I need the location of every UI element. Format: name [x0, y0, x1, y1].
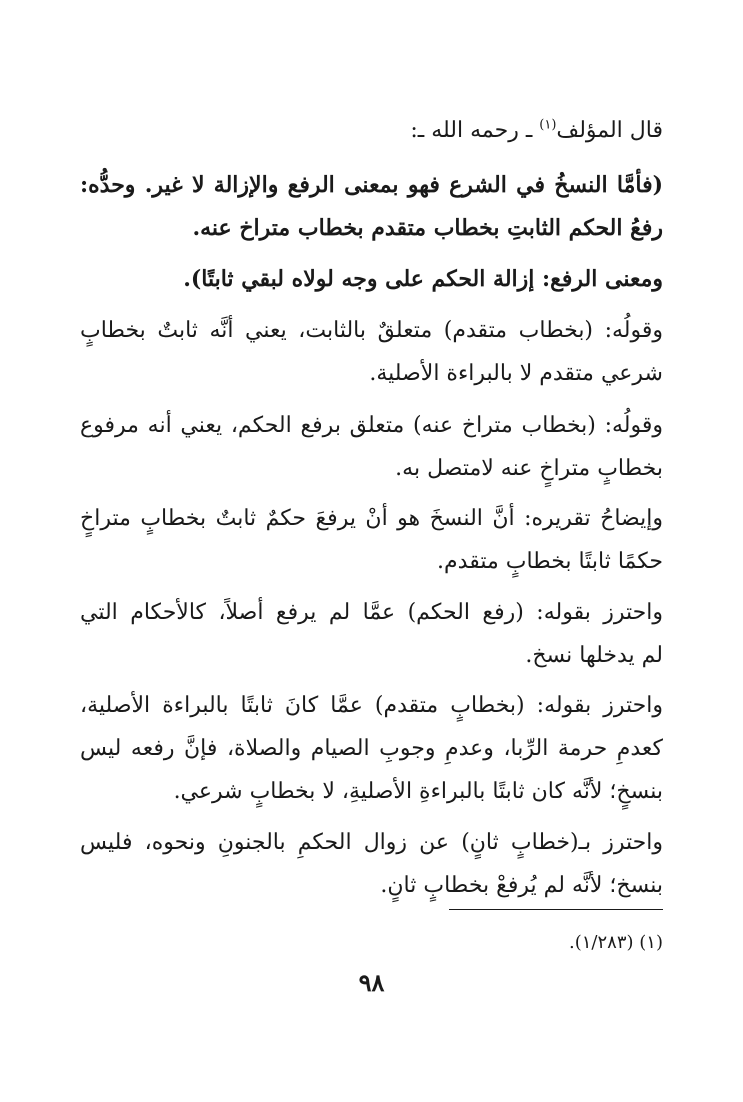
- paragraph-line: بنسخٍ؛ لأنَّه كان ثابتًا بالبراءةِ الأصليةِ، لا بخطابٍ شرعي.: [173, 779, 663, 804]
- paragraph-line: ومعنى الرفع: إزالة الحكم على وجه لولاه لبقي ثابتًا).: [183, 266, 663, 292]
- footnote: [80, 929, 663, 957]
- paragraph-line: بخطابٍ متراخٍ عنه لامتصل به.: [395, 456, 663, 481]
- footnote-text: (١/٢٨٣).: [569, 932, 634, 953]
- author-intro: قال المؤلف: [556, 118, 663, 143]
- footnote-marker: (١): [639, 932, 663, 953]
- paragraph-line: (فأمَّا النسخُ في الشرع فهو بمعنى الرفع والإزالة لا غير. وحدُّه:: [80, 172, 663, 198]
- page-number: ٩٨: [358, 968, 385, 997]
- paragraph-line: رفعُ الحكم الثابتِ بخطاب متقدم بخطاب متراخ عنه.: [192, 215, 663, 241]
- paragraph-line: حكمًا ثابتًا بخطابٍ متقدم.: [437, 549, 663, 574]
- paragraph-line: وقولُه: (بخطاب متقدم) متعلقٌ بالثابت، يعني أنَّه ثابتٌ بخطابٍ: [80, 318, 663, 343]
- paragraph-line: وقولُه: (بخطاب متراخ عنه) متعلق برفع الحكم، يعني أنه مرفوع: [80, 413, 663, 438]
- paragraph-line: واحترز بقوله: (بخطابٍ متقدم) عمَّا كانَ ثابتًا بالبراءة الأصلية،: [80, 693, 663, 718]
- footnote-divider: [449, 909, 663, 910]
- paragraph-line: لم يدخلها نسخ.: [525, 643, 663, 668]
- paragraph-line: وإيضاحُ تقريره: أنَّ النسخَ هو أنْ يرفعَ حكمٌ ثابتٌ بخطابٍ متراخٍ: [80, 506, 663, 531]
- footnote-reference: (١): [539, 117, 557, 133]
- paragraph-line: كعدمِ حرمة الرِّبا، وعدمِ وجوبِ الصيام والصلاة، فإنَّ رفعه ليس: [80, 736, 663, 761]
- author-honorific: ـ رحمه الله ـ:: [410, 118, 533, 143]
- paragraph-line: بنسخ؛ لأنَّه لم يُرفعْ بخطابٍ ثانٍ.: [380, 873, 663, 898]
- author-intro-line: [80, 114, 663, 148]
- paragraph-line: شرعي متقدم لا بالبراءة الأصلية.: [369, 361, 663, 386]
- paragraph-line: واحترز بقوله: (رفع الحكم) عمَّا لم يرفع أصلاً، كالأحكام التي: [80, 600, 663, 625]
- paragraph-line: واحترز بـ(خطابٍ ثانٍ) عن زوال الحكمِ بالجنونِ ونحوه، فليس: [80, 830, 663, 855]
